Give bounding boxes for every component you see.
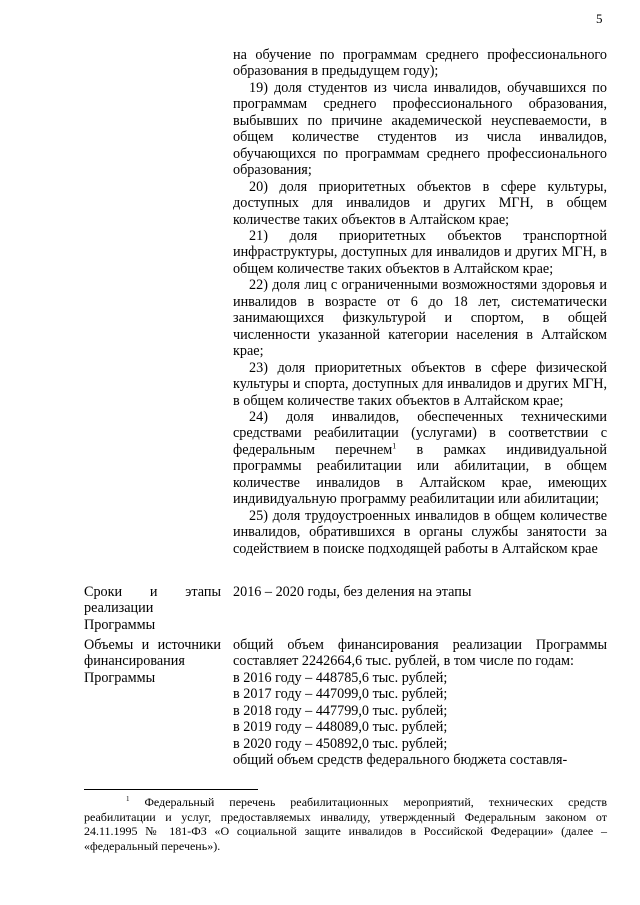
funding-year-2019: в 2019 году – 448089,0 тыс. рублей; (233, 719, 448, 736)
goals-item-19: 19) доля студентов из числа инвалидов, обучавшихся по программам среднего профессионального образования, выбывших по причине академической неуспеваемости, в общем количестве студентов из числа инвалидов, обучающихся по программам среднего профессионального образования; (233, 79, 607, 179)
goals-list (233, 47, 607, 557)
footnote-separator (84, 789, 258, 790)
goals-item-23: 23) доля приоритетных объектов в сфере физической культуры и спорта, доступных для инвалидов и других МГН, в общем количестве таких объектов в Алтайском крае; (233, 359, 607, 409)
footnote-paragraph (84, 795, 607, 854)
funding-federal: общий объем средств федерального бюджета составля- (233, 752, 568, 769)
funding-label: Объемы и источники финансирования Программы (84, 637, 221, 686)
footnote-text: Федеральный перечень реабилитационных мероприятий, технических средств реабилитации и услуг, предоставляемых инвалиду, утвержденный Федеральным законом от 24.11.1995 № 181-ФЗ «О социальной защите инвалидов в Российской Федерации» (далее – «федеральный перечень»). (84, 795, 607, 854)
terms-label: Сроки и этапы реализации Программы (84, 584, 221, 633)
goals-item-22: 22) доля лиц с ограниченными возможностями здоровья и инвалидов в возрасте от 6 до 18 лет, систематически занимающихся физкультурой и спортом, в общей численности указанной категории населения в Алтайском крае; (233, 277, 607, 360)
footnote-marker: 1 (126, 795, 130, 803)
terms-value-cell (233, 584, 607, 600)
funding-intro: общий объем финансирования реализации Программы составляет 2242664,6 тыс. рублей, в том числе по годам: (233, 637, 607, 670)
funding-year-2017: в 2017 году – 447099,0 тыс. рублей; (233, 686, 448, 703)
goals-item-21: 21) доля приоритетных объектов транспортной инфраструктуры, доступных для инвалидов и других МГН, в общем количестве таких объектов в Алтайском крае; (233, 227, 607, 277)
goals-item-24-text: 24) доля инвалидов, обеспеченных техническими средствами реабилитации (услугами) в соответствии с федеральным перечнем (233, 408, 607, 458)
funding-label-cell (84, 637, 221, 686)
funding-year-2018: в 2018 году – 447799,0 тыс. рублей; (233, 702, 448, 719)
funding-year-2020: в 2020 году – 450892,0 тыс. рублей; (233, 735, 448, 752)
page-number: 5 (596, 11, 603, 26)
funding-value-cell (233, 637, 607, 769)
terms-label-cell (84, 584, 221, 633)
goals-item-25: 25) доля трудоустроенных инвалидов в общем количестве инвалидов, обратившихся в органы службы занятости за содействием в поиске подходящей работы в Алтайском крае (233, 507, 607, 557)
goals-item-20: 20) доля приоритетных объектов в сфере культуры, доступных для инвалидов и других МГН, в общем количестве таких объектов в Алтайском крае; (233, 178, 607, 228)
terms-value: 2016 – 2020 годы, без деления на этапы (233, 584, 472, 600)
goals-item-24-text-end: в рамках индивидуальной программы реабилитации или абилитации, в общем количестве инвалидов в Алтайском крае, имеющих индивидуальную программу реабилитации или абилитации; (233, 441, 607, 508)
funding-year-2016: в 2016 году – 448785,6 тыс. рублей; (233, 669, 448, 686)
footnote-reference: 1 (392, 441, 397, 451)
goals-item-24 (233, 409, 607, 508)
goals-item-continuation: на обучение по программам среднего профессионального образования в предыдущем году); (233, 47, 607, 80)
footnote (84, 795, 607, 854)
